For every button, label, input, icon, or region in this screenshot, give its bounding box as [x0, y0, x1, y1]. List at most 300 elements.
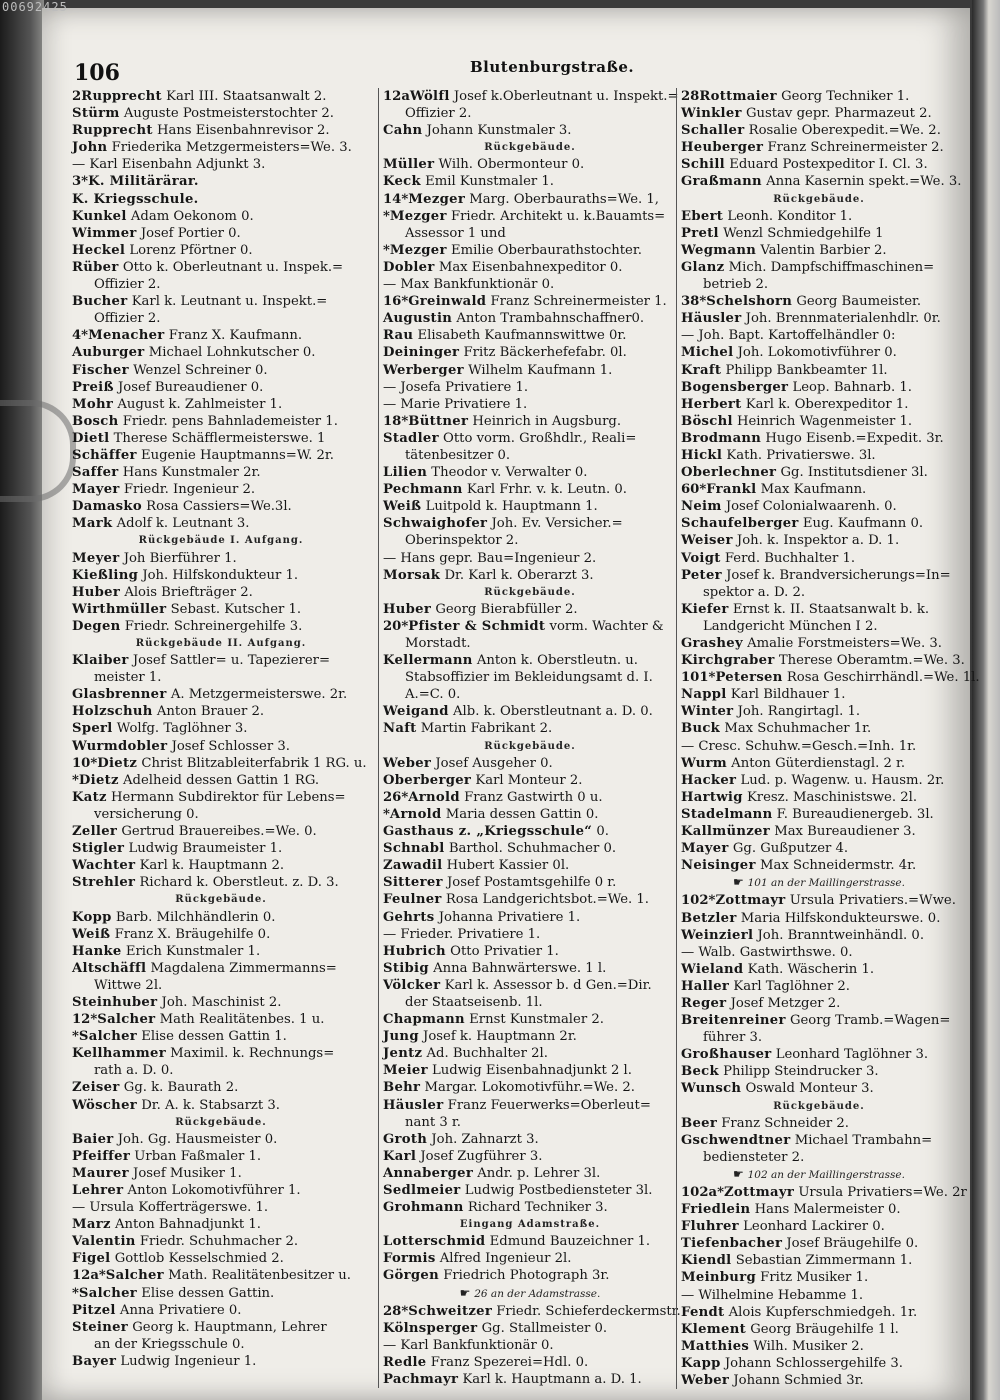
resident-surname: Brodmann: [681, 430, 762, 446]
resident-details: Adelheid dessen Gattin 1 RG.: [123, 772, 320, 788]
directory-entry: [383, 225, 677, 242]
resident-surname: Neim: [681, 499, 722, 515]
resident-details: tätenbesitzer 0.: [405, 447, 511, 463]
directory-entry: [681, 652, 965, 669]
resident-surname: Mezger: [389, 208, 447, 224]
resident-details: Ferd. Buchhalter 1.: [724, 550, 856, 566]
resident-details: Ursula Privatiers.=Wwe.: [789, 893, 956, 909]
resident-surname: Feulner: [383, 892, 442, 908]
resident-details: Andr. p. Lehrer 3l.: [477, 1165, 601, 1181]
directory-entry: [72, 772, 370, 789]
resident-details: Gg. Stallmeister 0.: [481, 1320, 608, 1336]
resident-surname: Mayer: [72, 482, 120, 498]
resident-details: Wilhelm Kaufmann 1.: [468, 362, 613, 378]
page-edge: [972, 0, 1000, 1400]
resident-details: Dr. A. k. Stabsarzt 3.: [141, 1097, 280, 1113]
resident-details: Georg Techniker 1.: [781, 89, 910, 104]
directory-entry: [383, 498, 677, 515]
resident-details: versicherung 0.: [94, 806, 199, 822]
directory-entry: [383, 550, 677, 567]
resident-surname: Schäffer: [72, 447, 137, 463]
resident-details: Gg. k. Baurath 2.: [123, 1080, 239, 1096]
resident-details: Fritz Musiker 1.: [760, 1270, 869, 1286]
resident-surname: Pfister & Schmidt: [408, 618, 546, 634]
resident-details: Friedr. Ingenieur 2.: [123, 482, 256, 498]
directory-entry: [72, 191, 370, 208]
house-number: 102*: [681, 893, 716, 909]
resident-details: Emilie Oberbaurathstochter.: [450, 242, 642, 258]
resident-surname: K. Militärärar.: [88, 174, 199, 190]
directory-entry: [681, 105, 957, 122]
directory-entry: [72, 1336, 370, 1353]
directory-entry: [72, 567, 370, 584]
directory-entry: [681, 1080, 957, 1097]
directory-entry: [383, 1267, 677, 1284]
resident-surname: Figel: [72, 1251, 111, 1267]
resident-details: Math Realitätenbes. 1 u.: [159, 1012, 325, 1028]
resident-details: Max Kaufmann.: [760, 482, 867, 498]
house-number: 10*: [72, 755, 98, 771]
resident-details: Karl k. Hauptmann 2.: [139, 858, 285, 874]
resident-surname: Chapmann: [383, 1012, 465, 1028]
directory-entry: [72, 601, 370, 618]
resident-surname: Buck: [681, 721, 721, 737]
directory-entry: [681, 88, 957, 105]
resident-surname: Meinburg: [681, 1270, 756, 1286]
directory-entry: [72, 960, 370, 977]
resident-surname: Häusler: [681, 311, 742, 327]
resident-details: Edmund Bauzeichner 1.: [489, 1234, 651, 1250]
resident-details: Sebast. Kutscher 1.: [170, 601, 302, 617]
directory-entry: [681, 686, 957, 703]
resident-details: Assessor 1 und: [405, 225, 506, 241]
resident-surname: Großhauser: [681, 1047, 772, 1063]
section-heading: Rückgebäude.: [175, 1116, 267, 1128]
resident-details: Leop. Bahnarb. 1.: [792, 379, 912, 395]
resident-details: Hans Kunstmaler 2r.: [122, 465, 261, 481]
section-heading: Rückgebäude I. Aufgang.: [138, 535, 304, 547]
house-number: 3*: [72, 174, 89, 190]
resident-details: Anna Kasernin spekt.=We. 3.: [766, 174, 962, 190]
resident-details: Adam Oekonom 0.: [130, 208, 254, 224]
resident-surname: Schnabl: [383, 841, 445, 857]
resident-surname: Michel: [681, 345, 734, 361]
directory-entry: [72, 276, 370, 293]
resident-details: Karl k. Hauptmann a. D. 1.: [462, 1372, 642, 1388]
directory-entry: [681, 1115, 957, 1132]
resident-surname: Zeiser: [72, 1080, 120, 1096]
resident-surname: Stadelmann: [681, 806, 773, 822]
resident-details: Otto vorm. Großhdlr., Reali=: [443, 430, 637, 446]
resident-details: an der Kriegsschule 0.: [94, 1336, 245, 1352]
directory-entry: [681, 823, 957, 840]
directory-entry: [72, 515, 370, 532]
resident-details: Martin Fabrikant 2.: [420, 721, 553, 737]
resident-details: Sebastian Zimmermann 1.: [735, 1253, 913, 1269]
resident-details: Mich. Dampfschiffmaschinen=: [728, 259, 935, 275]
resident-details: Ludwig Postbediensteter 3l.: [464, 1183, 653, 1198]
resident-surname: Sedlmeier: [383, 1183, 461, 1198]
directory-entry: [383, 703, 677, 720]
section-heading: Rückgebäude.: [773, 1100, 865, 1112]
directory-entry: [681, 173, 962, 190]
resident-surname: Oberlechner: [681, 465, 777, 481]
resident-details: Joh. Gg. Hausmeister 0.: [117, 1131, 278, 1147]
directory-entry: [681, 618, 957, 635]
resident-details: Anton Bahnadjunkt 1.: [114, 1217, 261, 1233]
section-heading: Rückgebäude.: [484, 142, 576, 154]
section-heading: Rückgebäude II. Aufgang.: [135, 638, 307, 649]
directory-entry: [72, 1319, 370, 1336]
resident-surname: Kunkel: [72, 208, 127, 224]
resident-details: Philipp Bankbeamter 1l.: [725, 362, 888, 378]
directory-entry: [681, 310, 957, 327]
resident-details: — Max Bankfunktionär 0.: [383, 277, 555, 293]
resident-details: betrieb 2.: [703, 277, 769, 293]
resident-surname: Völcker: [383, 977, 441, 993]
resident-details: Josef Schlosser 3.: [171, 738, 290, 754]
directory-entry: [681, 1235, 957, 1252]
resident-details: — Karl Bankfunktionär 0.: [383, 1337, 554, 1353]
directory-entry: [383, 567, 677, 584]
resident-details: Heinrich in Augsburg.: [472, 413, 622, 429]
resident-details: Elisabeth Kaufmannswittwe 0r.: [417, 328, 627, 344]
resident-details: Maximil. k. Rechnungs=: [170, 1046, 335, 1062]
directory-entry: [383, 1182, 677, 1199]
directory-entry: [383, 1131, 677, 1148]
directory-entry: [72, 789, 370, 806]
resident-surname: Rupprecht: [72, 123, 153, 139]
resident-details: Joh. Maschinist 2.: [161, 994, 282, 1010]
resident-surname: Mayer: [681, 841, 729, 857]
resident-details: Georg k. Hauptmann, Lehrer: [132, 1319, 327, 1335]
resident-surname: Voigt: [681, 550, 721, 566]
resident-details: — Ursula Kofferträgerswe. 1.: [72, 1200, 269, 1216]
resident-details: Elise dessen Gattin 1.: [141, 1029, 287, 1045]
directory-entry: [383, 464, 677, 481]
directory-entry: [681, 1063, 957, 1080]
resident-details: Josef Musiker 1.: [133, 1165, 242, 1181]
directory-entry: [72, 1079, 370, 1096]
directory-entry: [72, 994, 370, 1011]
cross-reference-note: [681, 1166, 957, 1184]
directory-entry: [383, 1320, 677, 1337]
directory-entry: [383, 1199, 677, 1216]
resident-surname: Reger: [681, 995, 727, 1011]
resident-details: Josef k.Oberleutnant u. Inspekt.=: [453, 89, 679, 104]
resident-details: Richard k. Oberstleut. z. D. 3.: [139, 875, 339, 891]
resident-surname: Formis: [383, 1251, 436, 1267]
resident-details: Eduard Postexpeditor I. Cl. 3.: [729, 157, 928, 173]
directory-entry: [681, 1304, 957, 1321]
directory-entry: [72, 652, 370, 669]
resident-details: — Karl Eisenbahn Adjunkt 3.: [72, 157, 266, 173]
resident-surname: Winter: [681, 704, 734, 720]
resident-details: Oswald Monteur 3.: [745, 1081, 874, 1097]
resident-surname: Gasthaus z. „Kriegsschule“: [383, 824, 593, 840]
resident-surname: Altschäffl: [72, 960, 147, 976]
directory-entry: [681, 978, 957, 995]
resident-surname: Pitzel: [72, 1302, 116, 1318]
resident-surname: Stürm: [72, 106, 120, 122]
resident-surname: Schill: [681, 157, 725, 173]
directory-entry: [681, 703, 957, 720]
directory-entry: [681, 344, 957, 361]
directory-entry: [72, 550, 370, 567]
directory-entry: [72, 618, 370, 635]
resident-details: führer 3.: [703, 1030, 763, 1046]
resident-details: Franz X. Kaufmann.: [168, 328, 303, 344]
directory-entry: [383, 88, 677, 105]
resident-surname: Salcher: [97, 1012, 156, 1028]
resident-details: Dr. Karl k. Oberarzt 3.: [444, 567, 594, 583]
directory-entry: [383, 1079, 677, 1096]
resident-surname: Kallmünzer: [681, 824, 770, 840]
resident-surname: Kellermann: [383, 653, 473, 669]
directory-entry: [383, 772, 677, 789]
house-number: 101*: [681, 670, 716, 686]
directory-entry: [72, 669, 370, 686]
resident-details: Joh. Rangirtagl. 1.: [737, 704, 861, 720]
resident-surname: Breitenreiner: [681, 1013, 786, 1029]
resident-details: Kath. Privatierswe. 3l.: [726, 447, 876, 463]
resident-surname: Wöscher: [72, 1097, 138, 1113]
directory-entry: [681, 242, 957, 259]
resident-surname: Groth: [383, 1131, 428, 1147]
directory-entry: [72, 156, 370, 173]
directory-entry: [72, 1028, 370, 1045]
resident-details: Friedrich Photograph 3r.: [443, 1268, 610, 1284]
resident-surname: Sperl: [72, 721, 113, 737]
resident-surname: Marz: [72, 1217, 111, 1233]
resident-details: Rosa Geschirrhändl.=We. 1l.: [786, 670, 980, 686]
directory-entry: [72, 738, 370, 755]
house-number: 12*: [72, 1012, 98, 1028]
house-number: 18*: [383, 413, 409, 429]
resident-details: Joh. Lokomotivführer 0.: [737, 345, 897, 361]
resident-details: — Marie Privatiere 1.: [383, 396, 528, 412]
section-heading: Rückgebäude.: [484, 740, 576, 752]
resident-surname: Huber: [72, 584, 121, 600]
resident-surname: Beck: [681, 1064, 719, 1080]
resident-details: Anton Güterdienstagl. 2 r.: [731, 755, 906, 771]
directory-entry: [383, 960, 677, 977]
directory-entry: [681, 379, 957, 396]
resident-details: Josef Bräugehilfe 0.: [786, 1236, 919, 1252]
directory-entry: [72, 926, 370, 943]
directory-entry: [681, 481, 957, 498]
resident-surname: Damasko: [72, 499, 142, 515]
resident-details: Gg. Gußputzer 4.: [732, 841, 849, 857]
directory-entry: [383, 1045, 677, 1062]
resident-details: Maria Hilfskondukteurswe. 0.: [740, 910, 941, 926]
resident-surname: Strehler: [72, 875, 136, 891]
resident-details: Anton Brauer 2.: [156, 704, 265, 720]
resident-surname: Hacker: [681, 772, 737, 788]
resident-details: Gertrud Brauereibes.=We. 0.: [121, 824, 317, 840]
resident-surname: Weiß: [72, 926, 111, 942]
resident-surname: Petersen: [715, 670, 783, 686]
resident-details: Ludwig Ingenieur 1.: [120, 1353, 257, 1369]
resident-surname: Hanke: [72, 943, 122, 959]
resident-details: — Hans gepr. Bau=Ingenieur 2.: [383, 550, 597, 566]
resident-details: Georg Tramb.=Wagen=: [789, 1013, 951, 1029]
resident-surname: Weiser: [681, 533, 733, 549]
house-number: 28: [681, 89, 700, 104]
directory-entry: [72, 327, 370, 344]
directory-entry: [681, 806, 957, 823]
resident-details: Offizier 2.: [94, 277, 161, 293]
resident-surname: Stibig: [383, 960, 429, 976]
house-number: 12a: [383, 89, 410, 104]
directory-entry: [383, 344, 677, 361]
resident-surname: Böschl: [681, 413, 733, 429]
directory-entry: [72, 1216, 370, 1233]
resident-surname: Mark: [72, 516, 113, 532]
house-number: 102a*: [681, 1185, 724, 1200]
resident-surname: Mezger: [408, 191, 466, 207]
resident-surname: Meier: [383, 1063, 428, 1079]
directory-entry: [383, 1371, 677, 1388]
resident-details: Karl k. Assessor b. d Gen.=Dir.: [444, 977, 652, 993]
directory-entry: [681, 995, 957, 1012]
directory-entry: [383, 532, 677, 549]
resident-surname: Schaufelberger: [681, 516, 799, 532]
directory-entry: [383, 652, 677, 669]
directory-entry: [681, 892, 957, 909]
resident-surname: Pechmann: [383, 482, 463, 498]
directory-entry: [681, 1218, 957, 1235]
resident-details: Josef Colonialwaarenh. 0.: [725, 499, 897, 515]
resident-details: Franz Schneider 2.: [721, 1115, 849, 1131]
resident-details: Wenzel Schreiner 0.: [133, 362, 268, 378]
resident-surname: Valentin: [72, 1234, 136, 1250]
pointing-hand-icon: ☛: [733, 875, 748, 890]
resident-details: Friederika Metzgermeisters=We. 3.: [111, 140, 352, 156]
directory-entry: [383, 891, 677, 908]
house-number: *: [383, 242, 390, 258]
resident-details: Amalie Forstmeisters=We. 3.: [747, 636, 942, 651]
directory-entry: [681, 293, 957, 310]
resident-details: Leonhard Lackirer 0.: [743, 1219, 885, 1235]
column-left: [72, 88, 370, 1370]
resident-surname: Schaller: [681, 123, 745, 139]
section-heading: Rückgebäude.: [484, 586, 576, 598]
resident-surname: Katz: [72, 789, 107, 805]
resident-surname: Kießling: [72, 567, 139, 583]
directory-entry: [383, 1337, 677, 1354]
resident-surname: Wunsch: [681, 1081, 742, 1097]
directory-entry: [72, 447, 370, 464]
resident-surname: Morsak: [383, 567, 441, 583]
resident-details: Josef k. Hauptmann 2r.: [423, 1029, 577, 1045]
resident-details: Ursula Privatiers=We. 2r: [798, 1185, 967, 1200]
resident-details: Luitpold k. Hauptmann 1.: [425, 499, 598, 515]
pointing-hand-icon: ☛: [459, 1285, 475, 1300]
directory-entry: [681, 1184, 967, 1201]
cross-reference-note: [681, 874, 957, 892]
directory-entry: [383, 1250, 677, 1267]
directory-entry: [383, 242, 677, 259]
directory-entry: [72, 396, 370, 413]
resident-details: Johann Kunstmaler 3.: [426, 123, 572, 139]
resident-surname: Kirchgraber: [681, 653, 775, 669]
directory-entry: [72, 943, 370, 960]
resident-details: Magdalena Zimmermanns=: [150, 960, 337, 976]
resident-details: Michael Trambahn=: [794, 1132, 933, 1148]
directory-entry: [383, 789, 677, 806]
directory-entry: [681, 1201, 957, 1218]
resident-details: Karl Monteur 2.: [475, 772, 583, 788]
directory-entry: [681, 515, 957, 532]
directory-entry: [681, 857, 957, 874]
resident-details: Max Schneidermstr. 4r.: [759, 858, 917, 874]
resident-surname: Maurer: [72, 1165, 129, 1181]
note-text: 102 an der Maillingerstrasse.: [747, 1168, 905, 1181]
directory-entry: [681, 1029, 957, 1046]
directory-entry: [383, 601, 677, 618]
resident-details: Karl Bildhauer 1.: [730, 687, 846, 703]
directory-entry: [681, 1046, 957, 1063]
resident-surname: Rüber: [72, 259, 119, 275]
column-right: [676, 88, 980, 1389]
resident-details: Johann Schlossergehilfe 3.: [724, 1355, 903, 1371]
directory-entry: [383, 1165, 677, 1182]
directory-entry: [383, 259, 677, 276]
resident-surname: Dietz: [97, 755, 138, 771]
resident-details: Franz Schreinermeister 2.: [767, 140, 944, 156]
resident-surname: Salcher: [78, 1285, 138, 1301]
resident-details: Friedr. Schieferdeckermstr.: [496, 1303, 681, 1319]
directory-entry: [72, 823, 370, 840]
directory-entry: [383, 396, 677, 413]
resident-surname: Bosch: [72, 413, 119, 429]
resident-surname: Müller: [383, 157, 435, 173]
cross-reference-note: [383, 1285, 677, 1303]
directory-entry: [72, 362, 370, 379]
directory-entry: [681, 738, 957, 755]
book-fold-shadow: [0, 0, 44, 1400]
directory-entry: [681, 567, 957, 584]
directory-entry: [383, 994, 677, 1011]
directory-entry: [681, 944, 957, 961]
resident-details: — Wilhelmine Hebamme 1.: [681, 1287, 864, 1303]
resident-surname: Dobler: [383, 259, 435, 275]
resident-details: Franz X. Bräugehilfe 0.: [114, 926, 271, 942]
house-number: *: [72, 772, 79, 788]
resident-surname: Kopp: [72, 909, 112, 925]
resident-surname: Lotterschmid: [383, 1234, 486, 1250]
resident-surname: Pachmayr: [383, 1372, 459, 1388]
resident-details: A. Metzgermeisterswe. 2r.: [170, 687, 348, 703]
directory-entry: [681, 961, 957, 978]
directory-entry: [383, 481, 677, 498]
resident-details: Barb. Milchhändlerin 0.: [115, 909, 276, 925]
directory-entry: [383, 669, 677, 686]
resident-details: Maria dessen Gattin 0.: [445, 806, 599, 822]
directory-entry: [681, 669, 980, 686]
resident-details: Rosa Landgerichtsbot.=We. 1.: [445, 892, 649, 908]
directory-entry: [681, 1149, 957, 1166]
house-number: *: [72, 1285, 79, 1301]
resident-surname: Wegmann: [681, 242, 757, 258]
directory-entry: [72, 293, 370, 310]
resident-surname: K. Kriegsschule.: [72, 191, 199, 207]
resident-details: Ernst k. II. Staatsanwalt b. k.: [732, 601, 930, 617]
resident-surname: Weiß: [383, 499, 422, 515]
resident-surname: Grohmann: [383, 1200, 464, 1216]
resident-surname: Rupprecht: [81, 89, 162, 104]
